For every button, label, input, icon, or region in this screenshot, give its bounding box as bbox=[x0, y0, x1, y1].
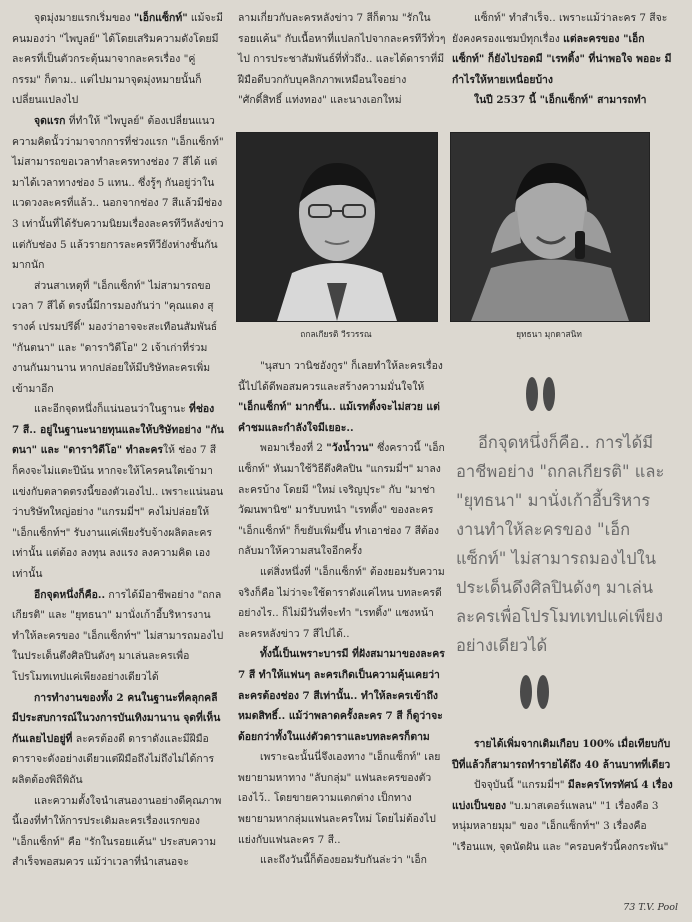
paragraph-text: ให้ ช่อง 7 สี ก็คงจะไม่แตะปีน้น หากจะให้โครคนใดเข้ามาแข่งกับตลาดตรงนี้ของตัวเองไป.. เพราะแน่นอนว่าบริษัทใหญ่อย่าง "แกรมมี่ฯ" คงไม่ปล่อยให้ "เอ็กแซ็กท์ฯ" รับงานแค่เพียงรับจ้างผลิตละครเท่านั้น แต่ต้อง ลงทุน ลงแรง ลงความคิด เองเท่านั้น bbox=[12, 444, 224, 581]
paragraph-text: ที่ทำให้ "ไพบูลย์" ต้องเปลี่ยนแนวความคิดนั้วว่ามาจากการที่ช่วงแรก "เอ็กแซ็กท์" ไม่สามารถขอเวลาทำละครทางช่อง 7 สีได้ แต่มาได้เวลาทางช่อง 5 แทน.. ซึ่งรู้ๆ กันอยู่ว่าในแวดวงละครที่แล้ว.. นอกจากช่อง 7 สีแล้วมีช่อง 3 เท่านั้นที่ได้รับความนิยมเรื่องละครทีวีหลังข่าว แต่กับช่อง 5 แล้วรายการละครทีวียังห่างชั้นกันมากนัก bbox=[12, 114, 224, 272]
paragraph-text: และอีกจุดหนึ่งก็แน่นอนว่าในฐานะ bbox=[34, 403, 189, 416]
quote-close-icon bbox=[517, 672, 553, 716]
col3top-paragraph bbox=[452, 90, 676, 111]
paragraph-bold-text: การทำงานของทั้ง 2 คนในฐานะที่คลุกคลีมีประสบการณ์ในวงการบันเทิงมานาน จุดที่เห็นกันเลยไปอยู่ที่ bbox=[12, 691, 221, 745]
paragraph-text: เพราะฉะนั้นนี่จึงเองทาง "เอ็กแซ็กท์" เลยพยายามหาทาง "ลับกลุ่ม" แฟนละครของตัวเองไว้.. โดยขายความแตกต่าง เป็กทางพยายามหากลุ่มแฟนละครใหม่ โดยไม่ต้องไปแย่งกับแฟนละคร 7 สี.. bbox=[238, 751, 441, 846]
col2-paragraph bbox=[238, 356, 446, 438]
paragraph-bold-text: ในปี 2537 นี้ "เอ็กแซ็กท์" สามารถทำ bbox=[474, 94, 647, 107]
col3bottom-paragraph bbox=[452, 775, 676, 857]
paragraph-text: พอมาเรื่องที่ 2 bbox=[260, 442, 327, 455]
col2-paragraph bbox=[238, 850, 446, 871]
paragraph-text: การได้มีอาชีพอย่าง "ถกลเกียรติ" และ "ยุทธนา" มานั่งเก้าอี้บริหารงานทำให้ละครของ "เอ็กแซ็กท์ฯ" ไม่สามารถมองไปในประเด็นตึงศิลปินดังๆ มาเล่นละครเพื่อโปรโมทเทปแค่เพียงอย่างเดียวได้ bbox=[12, 588, 224, 683]
paragraph-text: และถึงวันนี้ก็ต้องยอมรับกันล่ะว่า "เอ็ก bbox=[260, 854, 427, 867]
paragraph-text: ปัจจุบันนี้ "แกรมมี่ฯ" bbox=[474, 779, 568, 792]
paragraph-bold-text: รายได้เพิ่มจากเดิมเกือบ 100% เมื่อเทียบกับปีที่แล้วก็สามารถทำรายได้ถึง 40 ล้านบาทที่เดียว bbox=[452, 738, 671, 771]
paragraph-bold-text: ที่ช่อง 7 สี.. อยู่ในฐานะนายทุนและให้บริษัทอย่าง "กันตนา" และ "ดาราวิดีโอ" ทำละคร bbox=[12, 403, 224, 457]
paragraph-bold-text: "วังน้ำวน" bbox=[326, 442, 374, 455]
column-2-lower bbox=[238, 356, 446, 871]
col1-paragraph bbox=[12, 276, 224, 400]
col1-paragraph bbox=[12, 585, 224, 688]
photo-2-caption: ยุทธนา มุกดาสนิท bbox=[516, 329, 582, 339]
column-3-bottom bbox=[452, 734, 676, 858]
paragraph-text: แม้จะมีคนมองว่า "ไพบูลย์" ได้โดยเสริมความดังโดยมีละครที่เป็นตัวกระตุ้นมาจากละครเรื่อง "คู่กรรม" ก็ตาม.. แต่ไปมามาจุดมุ่งหมายนั้นก็เปลี่ยนแปลงไป bbox=[12, 12, 223, 107]
paragraph-text: ซึ่งคราวนี้ "เอ็กแซ็กท์" หันมาใช้วิธีดึงศิลปิน "แกรมมี่ฯ" มาลงละครบ้าง โดยมี "ใหม่ เจริญปุระ" กับ "มาช่า วัฒนพานิช" มารับบทนำ "เรทติ้ง" ของละคร "เอ็กแซ็กท์" ก็ขยับเพิ่มขึ้น ทำเอาช่อง 7 สีต้องกลับมาให้ความสนใจอีกครั้ง bbox=[238, 442, 445, 558]
page-number: 73 T.V. Pool bbox=[623, 902, 678, 913]
col1-paragraph bbox=[12, 8, 224, 111]
column-2 bbox=[238, 8, 446, 111]
paragraph-text: "นุสบา วานิชอังกูร" ก็เลยทำให้ละครเรื่องนี้ไปได้ดีพอสมควรและสร้างความมั่นใจให้ bbox=[238, 360, 443, 393]
col2-paragraph bbox=[238, 438, 446, 562]
paragraph-bold-text: ทั้งนี้เป็นเพราะบารมี ที่ฝังสมามาของละคร 7 สี ทำให้แฟนๆ ละครเกิดเป็นความคุ้นเคยว่า ละครต้องช่อง 7 สีเท่านั้น.. ทำให้ละครเข้าถึงหมดสิทธิ์.. แม้ว่าพลาดครั้งละคร 7 สี ก็ดูว่าจะด้อยกว่าทั้งในแง่ตัวดาราและบทละครก็ตาม bbox=[238, 648, 445, 743]
paragraph-bold-text: แต่ละครของ "เอ็กแซ็กท์" ก็ยังไปรอดมี "เรทติ้ง" ที่น่าพอใจ พออะ มีกำไรให้หายเหนื่อยบ้าง bbox=[452, 32, 672, 86]
paragraph-bold-text: อีกจุดหนึ่งก็คือ.. bbox=[34, 588, 106, 601]
col3top-paragraph bbox=[452, 8, 676, 90]
photo-portrait-2 bbox=[450, 132, 650, 322]
paragraph-text: ละครต้องดี ดาราดังและมีฝีมือ ดาราจะดังอย่างเดียวแต่ฝีมือถึงไม่ถึงไม่ได้การผลิตต้องพิถีพิถัน bbox=[12, 732, 215, 786]
paragraph-bold-text: มีละครโทรทัศน์ 4 เรื่องแบ่งเป็นของ bbox=[452, 779, 673, 812]
col1-paragraph bbox=[12, 111, 224, 276]
col2-paragraph bbox=[238, 562, 446, 644]
paragraph-bold-text: จุดแรก bbox=[34, 114, 66, 127]
col1-paragraph bbox=[12, 688, 224, 791]
quote-open-icon bbox=[523, 374, 559, 418]
col1-paragraph bbox=[12, 791, 224, 873]
paragraph-text: และความตั้งใจนำเสนองานอย่างดีคุณภาพนี้เองที่ทำให้การประเดิมละครเรื่องแรกของ "เอ็กแซ็กท์" คือ "รักในรอยแค้น" ประสบความสำเร็จพอสมควร แม้ว่าเวลาที่นำเสนอจะ bbox=[12, 794, 222, 869]
paragraph-bold-text: "เอ็กแซ็กท์" มากขึ้น.. แม้เรทติ้งจะไม่สวย แต่คำชมและกำลังใจมีเยอะ.. bbox=[238, 401, 440, 434]
paragraph-text: จุดมุ่งมายแรกเริ่มของ bbox=[34, 12, 134, 24]
paragraph-text: ส่วนสาเหตุที่ "เอ็กแซ็กท์" ไม่สามารถขอเวลา 7 สีได้ ตรงนี้มีการมองกันว่า "คุณแดง สุรางค์ เปรมปรีดิ์" มองว่าอาจจะสะเทือนสัมพันธ์ "กันตนา" และ "ดาราวิดีโอ" 2 เจ้าเก่าที่ร่วมงานกันมานาน หากปล่อยให้มีบริษัทละครเพิ่มเข้ามาอีก bbox=[12, 279, 218, 395]
column-1 bbox=[12, 8, 224, 873]
col3bottom-paragraph bbox=[452, 734, 676, 775]
col2-paragraph bbox=[238, 644, 446, 747]
paragraph-text: แต่สิ่งหนึ่งที่ "เอ็กแซ็กท์" ต้องยอมรับความจริงก็คือ ไม่ว่าจะใช้ดาราดังแค่ไหน บทละครดีอย่างไร.. ก็ไม่มีวันที่จะทำ "เรทติ้ง" แซงหน้าละครหลังข่าว 7 สีไปได้.. bbox=[238, 565, 445, 640]
photo-portrait-1 bbox=[236, 132, 438, 322]
col1-paragraph bbox=[12, 399, 224, 584]
col2-paragraph bbox=[238, 747, 446, 850]
photo-1-caption: ถกลเกียรติ วีรวรรณ bbox=[300, 329, 372, 339]
column-2-top-paragraph: ลามเกี่ยวกับละครหลังข่าว 7 สีก็ตาม "รักในรอยแค้น" กับเนื้อหาที่แปลกไปจากละครทีวีทั่วๆ ไป การประชาสัมพันธ์ที่ทั่วถึง.. และได้ดาราที่มีฝีมือดีบวกกับบุคลิกภาพเหมือนใจอย่าง "ศักดิ์สิทธิ์ แท่งทอง" และนางเอกใหม่ bbox=[238, 12, 446, 107]
paragraph-text: "บ.มาสเตอร์แพลน" "1 เรื่องคือ 3 หนุ่มหลายมุม" ของ "เอ็กแซ็กท์ฯ" 3 เรื่องคือ "เรือนแพ, จุดนัดฝัน และ "ครอบครัวนี้คงกระพัน" bbox=[452, 799, 669, 853]
paragraph-bold-text: "เอ็กแซ็กท์" bbox=[133, 12, 188, 24]
pull-quote: อีกจุดหนึ่งก็คือ.. การได้มีอาชีพอย่าง "ถกลเกียรติ" และ "ยุทธนา" มานั่งเก้าอี้บริหารงานทำให้ละครของ "เอ็กแซ็กท์" ไม่สามารถมองไปในประเด็นดึงศิลปินดังๆ มาเล่นละครเพื่อโปรโมทเทปแค่เพียงอย่างเดียวได้ bbox=[456, 433, 665, 655]
column-3-top bbox=[452, 8, 676, 111]
paragraph-text: แซ็กท์" ทำสำเร็จ.. เพราะแม้ว่าละคร 7 สีจะยังคงครองแชมป์ทุกเรื่อง bbox=[452, 12, 668, 45]
